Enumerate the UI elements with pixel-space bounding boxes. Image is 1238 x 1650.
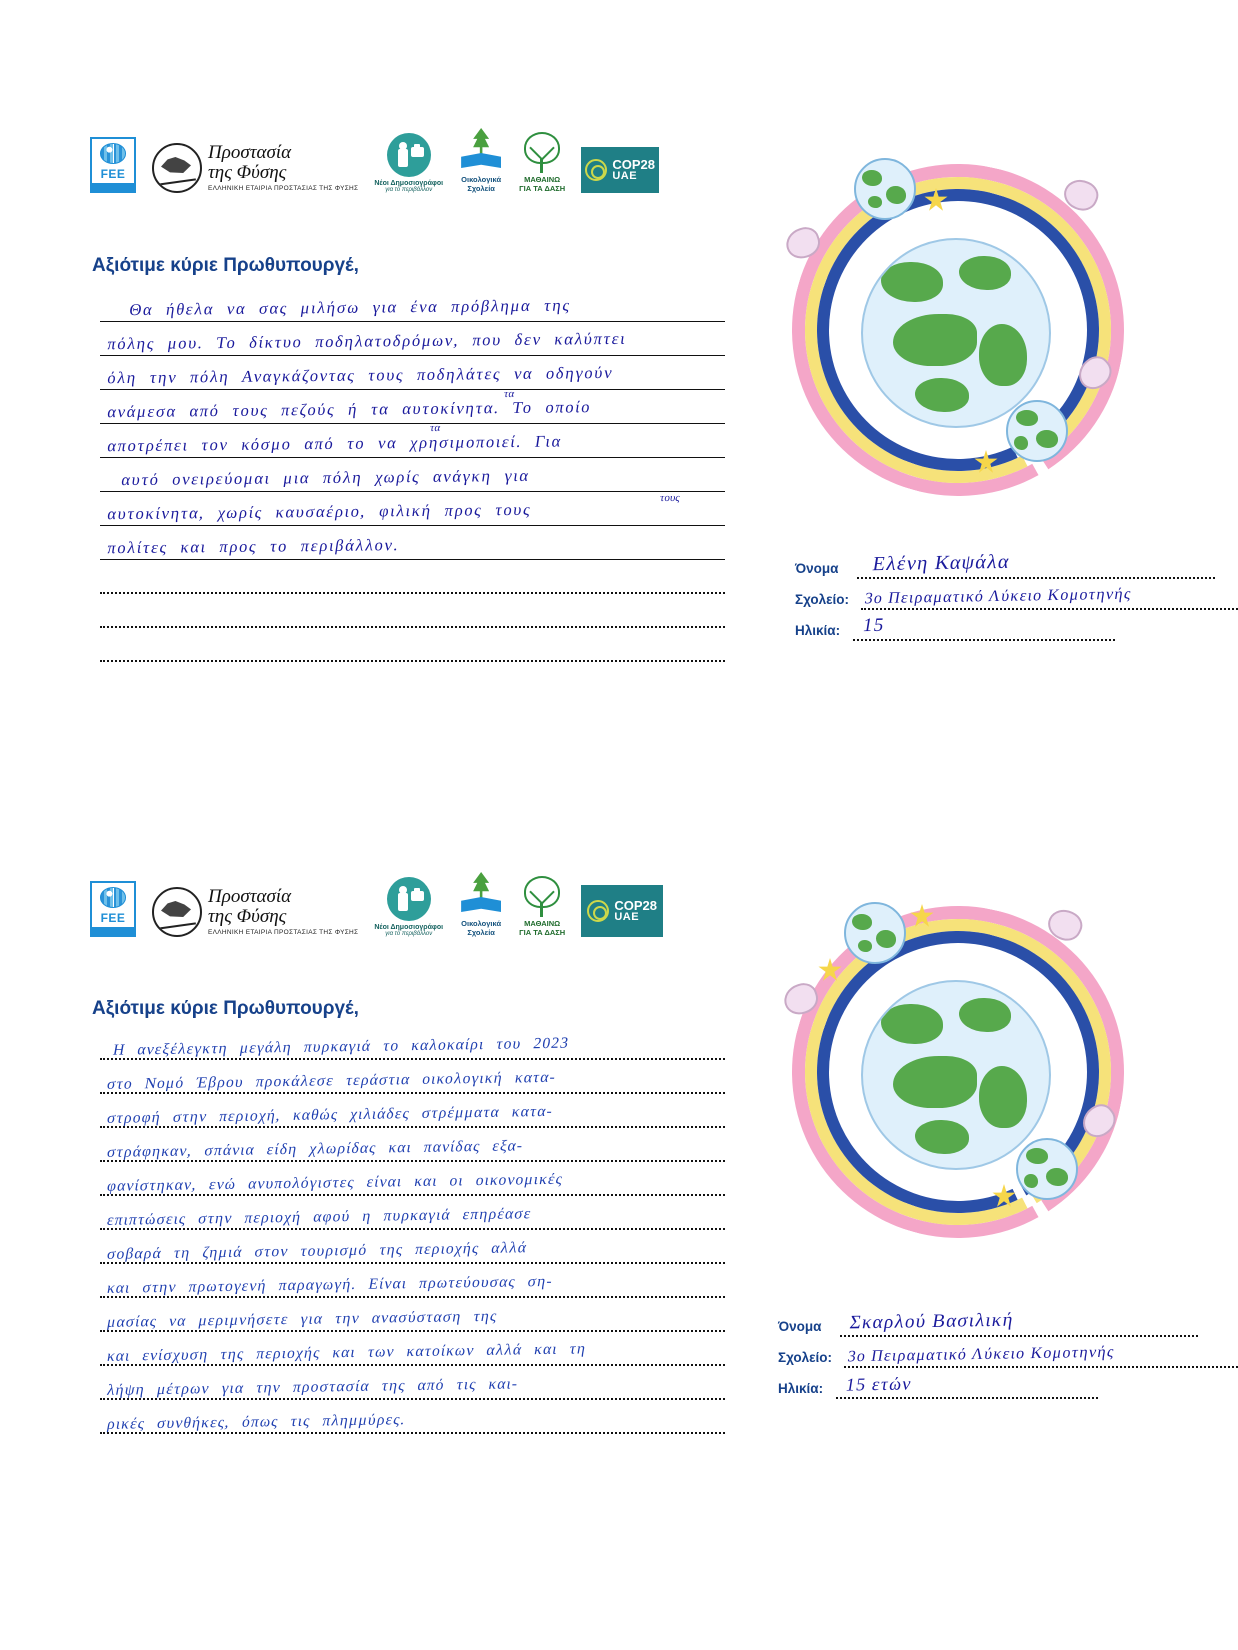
earth-small xyxy=(1016,1138,1078,1200)
reporter-camera-icon xyxy=(387,877,431,921)
protection-of-nature-text xyxy=(208,143,358,193)
pf-line2: της Φύσης xyxy=(208,906,287,928)
logo-strip-1 xyxy=(90,128,659,193)
letter-body-2 xyxy=(100,1026,725,1434)
earth-small xyxy=(844,902,906,964)
field-age-value: 15 ετών xyxy=(844,1373,914,1395)
learning-about-forests-logo xyxy=(519,875,565,937)
letter-line: πολίτες και προς το περιβάλλον. xyxy=(100,526,725,560)
field-age-value: 15 xyxy=(861,614,887,637)
letter-line: σοβαρά τη ζημιά στον τουρισμό της περιοχής αλλά xyxy=(100,1230,725,1264)
fee-logo xyxy=(90,137,136,193)
letter-block-2 xyxy=(0,830,1238,1590)
letter-line: μασίας να μεριμνήσετε για την ανασύσταση της xyxy=(100,1298,725,1332)
book-tree-icon xyxy=(459,872,503,916)
letter-block-1 xyxy=(0,0,1238,760)
forests-caption1: ΜΑΘΑΙΝΩ xyxy=(524,175,561,184)
field-school-value: 3ο Πειραματικό Λύκειο Κομοτηνής xyxy=(846,1343,1116,1366)
young-reporters-logo xyxy=(374,133,443,193)
letter-line: στροφή στην περιοχή, καθώς χιλιάδες στρέμματα κατα- xyxy=(100,1094,725,1128)
earth-small xyxy=(854,158,916,220)
book-tree-icon xyxy=(459,128,503,172)
field-age: Ηλικία: 15 ετών xyxy=(778,1370,1198,1401)
salutation-2: Αξιότιμε κύριε Πρωθυπουργέ, xyxy=(92,998,359,1019)
field-school-value: 3ο Πειραματικό Λύκειο Κομοτηνής xyxy=(863,585,1133,608)
cop28-logo xyxy=(581,147,659,193)
letter-line: και ενίσχυση της περιοχής και των κατοίκων αλλά και τη xyxy=(100,1332,725,1366)
signature-block-1 xyxy=(795,550,1215,643)
field-school: Σχολείο: 3ο Πειραματικό Λύκειο Κομοτηνής xyxy=(795,581,1215,612)
reporter-camera-icon xyxy=(387,133,431,177)
eco-caption2: Σχολεία xyxy=(467,184,495,193)
letter-line: και στην πρωτογενή παραγωγή. Είναι πρωτεύουσας ση- xyxy=(100,1264,725,1298)
tree-icon xyxy=(521,875,563,919)
letter-line: αυτό ονειρεύομαι μια πόλη χωρίς ανάγκη για xyxy=(100,458,725,492)
eco-caption2: Σχολεία xyxy=(467,928,495,937)
letter-body-1 xyxy=(100,288,725,662)
letter-line xyxy=(100,628,725,662)
cop-line1: COP28 xyxy=(614,898,657,913)
field-name-value: Σκαρλού Βασιλική xyxy=(848,1309,1016,1334)
yre-caption1: Νέοι Δημοσιογράφοι xyxy=(374,924,444,931)
field-school: Σχολείο: 3ο Πειραματικό Λύκειο Κομοτηνής xyxy=(778,1339,1198,1370)
letter-line: αυτοκίνητα, χωρίς καυσαέριο, φιλική προς τους τους xyxy=(100,492,725,526)
fee-logo xyxy=(90,881,136,937)
salutation-1: Αξιότιμε κύριε Πρωθυπουργέ, xyxy=(92,255,359,276)
earth-artwork-1 xyxy=(778,150,1138,510)
cop28-logo xyxy=(581,885,663,937)
protection-of-nature-logo xyxy=(152,143,358,193)
field-name-value: Ελένη Καψάλα xyxy=(871,550,1012,576)
signature-block-2 xyxy=(778,1308,1198,1401)
pf-caption: ΕΛΛΗΝΙΚΗ ΕΤΑΙΡΙΑ ΠΡΟΣΤΑΣΙΑΣ ΤΗΣ ΦΥΣΗΣ xyxy=(208,185,359,193)
earth-artwork-2 xyxy=(778,892,1138,1252)
letter-line: Η ανεξέλεγκτη μεγάλη πυρκαγιά το καλοκαίρι του 2023 xyxy=(100,1026,725,1060)
cop-ring-icon xyxy=(585,159,607,181)
earth-large xyxy=(861,980,1051,1170)
learning-about-forests-logo xyxy=(519,131,565,193)
cop-line2: UAE xyxy=(612,170,638,182)
letter-line: ρικές συνθήκες, όπως τις πλημμύρες. xyxy=(100,1400,725,1434)
forests-caption2: ΓΙΑ ΤΑ ΔΑΣΗ xyxy=(519,184,566,193)
fee-wordmark: FEE xyxy=(100,166,126,181)
eco-caption1: Οικολογικά xyxy=(461,175,502,184)
cop-line2: UAE xyxy=(614,911,640,923)
young-reporters-logo xyxy=(374,877,443,937)
cop-ring-icon xyxy=(587,900,609,922)
forests-caption1: ΜΑΘΑΙΝΩ xyxy=(524,919,561,928)
eco-schools-logo xyxy=(459,872,503,937)
earth-large xyxy=(861,238,1051,428)
yre-caption1: Νέοι Δημοσιογράφοι xyxy=(374,180,444,187)
cop-line1: COP28 xyxy=(612,157,655,172)
letter-line: αποτρέπει τον κόσμο από το να χρησιμοποιεί. Για τα xyxy=(100,424,725,458)
bird-emblem-icon xyxy=(152,143,202,193)
letter-line xyxy=(100,560,725,594)
letter-line xyxy=(100,594,725,628)
pf-caption: ΕΛΛΗΝΙΚΗ ΕΤΑΙΡΙΑ ΠΡΟΣΤΑΣΙΑΣ ΤΗΣ ΦΥΣΗΣ xyxy=(208,929,359,937)
fee-bar xyxy=(92,183,134,191)
tree-icon xyxy=(521,131,563,175)
fee-bar xyxy=(92,927,134,935)
pf-line2: της Φύσης xyxy=(208,162,287,184)
protection-of-nature-text xyxy=(208,887,358,937)
forests-caption2: ΓΙΑ ΤΑ ΔΑΣΗ xyxy=(519,928,566,937)
letter-line: στο Νομό Έβρου προκάλεσε τεράστια οικολογική κατα- xyxy=(100,1060,725,1094)
field-name: Όνομα Σκαρλού Βασιλική xyxy=(778,1308,1198,1339)
logo-strip-2 xyxy=(90,872,663,937)
globe-icon xyxy=(100,143,126,164)
yre-caption2: για το περιβάλλον xyxy=(385,187,433,193)
letter-line: όλη την πόλη Αναγκάζοντας τους ποδηλάτες να οδηγούν xyxy=(100,356,725,390)
globe-icon xyxy=(100,887,126,908)
earth-small xyxy=(1006,400,1068,462)
letter-line: Θα ήθελα να σας μιλήσω για ένα πρόβλημα της xyxy=(100,288,725,322)
letter-line: επιπτώσεις στην περιοχή αφού η πυρκαγιά επηρέασε xyxy=(100,1196,725,1230)
field-age: Ηλικία: 15 xyxy=(795,612,1215,643)
yre-caption2: για το περιβάλλον xyxy=(385,931,433,937)
bird-emblem-icon xyxy=(152,887,202,937)
field-name: Όνομα Ελένη Καψάλα xyxy=(795,550,1215,581)
eco-schools-logo xyxy=(459,128,503,193)
eco-caption1: Οικολογικά xyxy=(461,919,502,928)
letter-line: στράφηκαν, σπάνια είδη χλωρίδας και πανίδας εξα- xyxy=(100,1128,725,1162)
letter-line: φανίστηκαν, ενώ ανυπολόγιστες είναι και οι οικονομικές xyxy=(100,1162,725,1196)
protection-of-nature-logo xyxy=(152,887,358,937)
pf-line1: Προστασία xyxy=(208,142,292,164)
fee-wordmark: FEE xyxy=(100,910,126,925)
pf-line1: Προστασία xyxy=(208,886,292,908)
letter-line: λήψη μέτρων για την προστασία της από τις και- xyxy=(100,1366,725,1400)
letter-line: ανάμεσα από τους πεζούς ή τα αυτοκίνητα. Το οποίο τα xyxy=(100,390,725,424)
letter-line: πόλης μου. Το δίκτυο ποδηλατοδρόμων, που δεν καλύπτει xyxy=(100,322,725,356)
